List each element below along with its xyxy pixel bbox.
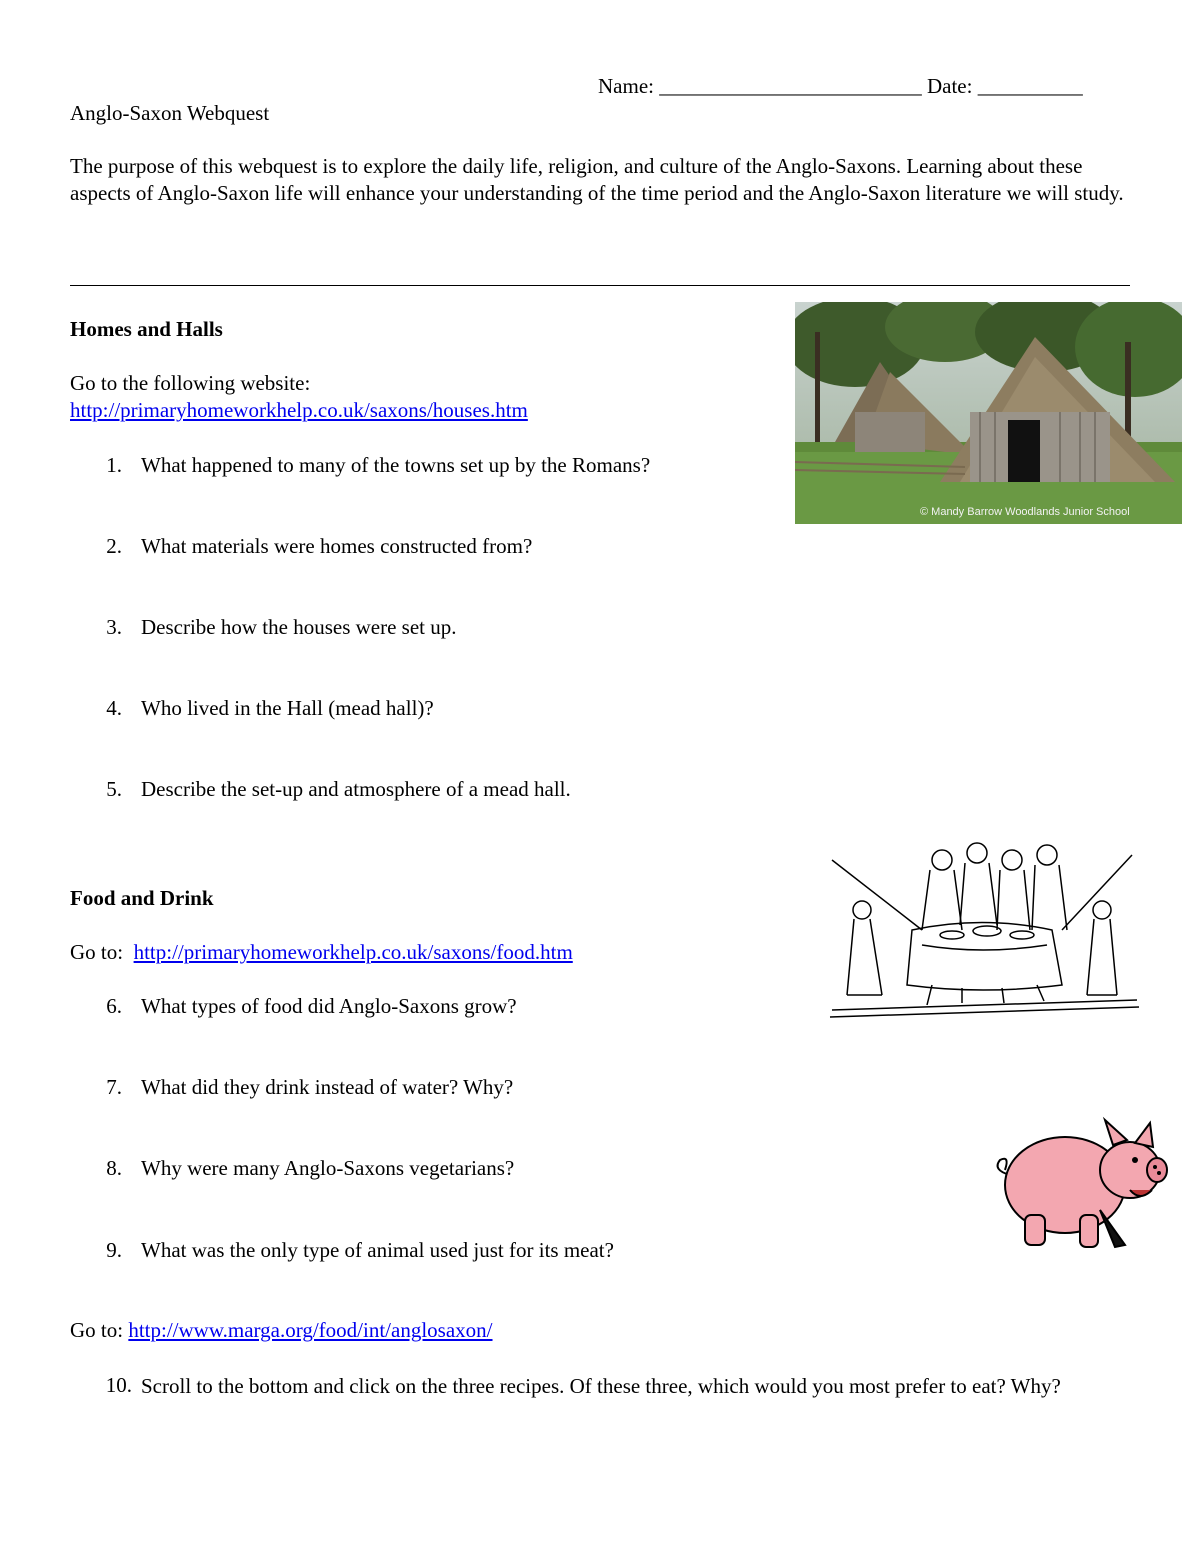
question-number: 3. xyxy=(106,615,122,639)
divider xyxy=(70,285,1130,286)
name-date-line xyxy=(598,74,1083,99)
page-title: Anglo-Saxon Webquest xyxy=(70,101,270,125)
question-number: 9. xyxy=(106,1238,122,1262)
homes-link[interactable]: http://primaryhomeworkhelp.co.uk/saxons/houses.htm xyxy=(70,398,528,422)
marga-link[interactable]: http://www.marga.org/food/int/anglosaxon/ xyxy=(128,1318,493,1342)
question-text: What types of food did Anglo-Saxons grow? xyxy=(141,994,517,1018)
question-number: 1. xyxy=(106,453,122,477)
food-instruction-line xyxy=(70,940,573,965)
food-link[interactable]: http://primaryhomeworkhelp.co.uk/saxons/food.htm xyxy=(133,940,573,964)
question-number: 8. xyxy=(106,1156,122,1180)
question-text: Scroll to the bottom and click on the three recipes. Of these three, which would you most prefer to eat? Why? xyxy=(141,1374,1061,1398)
food-instruction2-line xyxy=(70,1318,493,1343)
question-number: 10. xyxy=(105,1373,132,1397)
name-label: Name: xyxy=(598,74,660,98)
question-text: Describe how the houses were set up. xyxy=(141,615,457,639)
feast-illustration xyxy=(812,835,1157,1025)
question-text: What did they drink instead of water? Why? xyxy=(141,1075,514,1099)
section-heading-food: Food and Drink xyxy=(70,886,214,910)
feast-drawing xyxy=(812,835,1157,1025)
question-text: What happened to many of the towns set up by the Romans? xyxy=(141,453,651,477)
homes-instruction: Go to the following website: xyxy=(70,371,311,395)
date-blank[interactable]: __________ xyxy=(977,74,1083,98)
houses-illustration xyxy=(795,302,1182,524)
photo-credit: © Mandy Barrow Woodlands Junior School xyxy=(920,506,1130,518)
question-number: 6. xyxy=(106,994,122,1018)
pig-illustration xyxy=(985,1115,1170,1257)
question-text: What materials were homes constructed from? xyxy=(141,534,533,558)
date-label: Date: xyxy=(921,74,978,98)
pig-drawing xyxy=(985,1115,1170,1257)
name-blank[interactable]: _________________________ xyxy=(659,74,922,98)
question-number: 4. xyxy=(106,696,122,720)
section-heading-homes: Homes and Halls xyxy=(70,317,223,341)
question-text: Why were many Anglo-Saxons vegetarians? xyxy=(141,1156,515,1180)
question-number: 5. xyxy=(106,777,122,801)
food-instruction2: Go to: xyxy=(70,1318,129,1342)
intro-paragraph: The purpose of this webquest is to explore the daily life, religion, and culture of the Anglo-Saxons. Learning about these aspects of Anglo-Saxon life will enhance your understanding of the time period and the Anglo-Saxon literature we will study. xyxy=(70,154,1124,205)
question-number: 2. xyxy=(106,534,122,558)
question-text: Who lived in the Hall (mead hall)? xyxy=(141,696,434,720)
question-text: What was the only type of animal used just for its meat? xyxy=(141,1238,614,1262)
anglo-saxon-houses-photo xyxy=(795,302,1182,524)
question-number: 7. xyxy=(106,1075,122,1099)
question-text: Describe the set-up and atmosphere of a mead hall. xyxy=(141,777,571,801)
food-instruction: Go to: xyxy=(70,940,134,964)
homes-link-wrap xyxy=(70,398,528,423)
